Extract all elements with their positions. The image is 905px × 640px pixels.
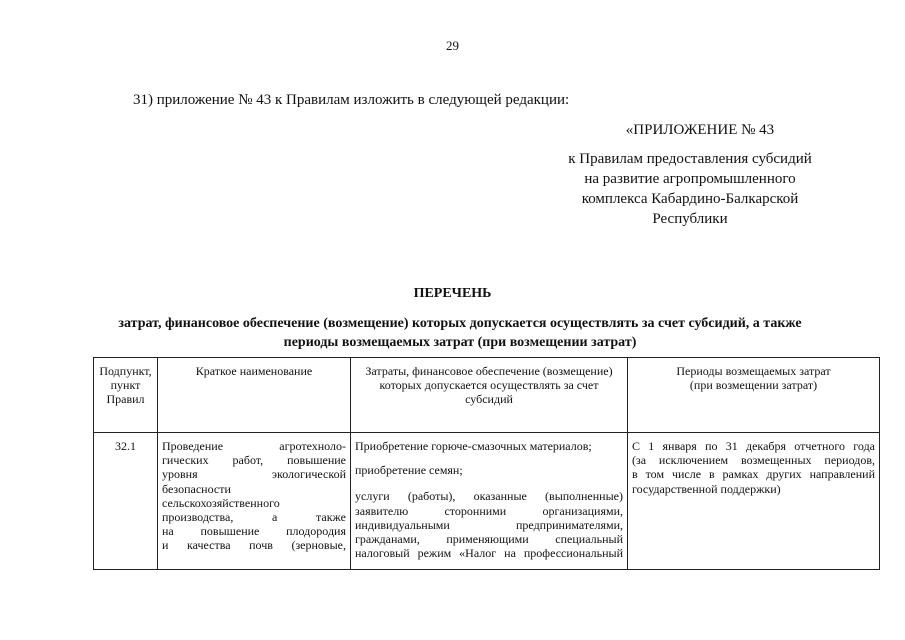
header-cell-periods: Периоды возмещаемых затрат (при возмещении затрат) xyxy=(628,358,880,433)
document-subtitle-line: периоды возмещаемых затрат (при возмещении затрат) xyxy=(283,335,637,350)
appendix-line: комплекса Кабардино-Балкарской xyxy=(581,191,799,207)
document-title: ПЕРЕЧЕНЬ xyxy=(413,286,492,301)
intro-paragraph: 31) приложение № 43 к Правилам изложить в следующей редакции: xyxy=(133,92,570,108)
header-cell-number: Подпункт, пункт Правил xyxy=(94,358,158,433)
header-cell-costs: Затраты, финансовое обеспечение (возмещение) которых допускается осуществлять за счет субсидий xyxy=(351,358,628,433)
appendix-title: «ПРИЛОЖЕНИЕ № 43 xyxy=(625,122,775,138)
table-header-row xyxy=(94,358,880,433)
page-number: 29 xyxy=(446,38,459,53)
row-number: 32.1 xyxy=(94,433,158,570)
appendix-line: к Правилам предоставления субсидий xyxy=(568,151,812,167)
document-subtitle xyxy=(80,314,840,352)
row-costs: Приобретение горюче-смазочных материалов; приобретение семян; услуги (работы), оказанные (выполненные) заявителю сторонними организациями, индивидуальными предпринимателями, гражданами, применяющими специальный налоговый режим «Налог на профессиональный xyxy=(351,433,628,570)
appendix-line: на развитие агропромышленного xyxy=(584,171,796,187)
header-cell-name: Краткое наименование xyxy=(158,358,351,433)
costs-table xyxy=(93,357,880,570)
row-periods: С 1 января по 31 декабря отчетного года (за исключением возмещенных периодов, в том числе в рамках других направлений государственной поддержки) xyxy=(628,433,880,570)
appendix-line: Республики xyxy=(652,211,728,227)
table-row xyxy=(94,433,880,570)
document-subtitle-line: затрат, финансовое обеспечение (возмещение) которых допускается осуществлять за счет субсидий, а также xyxy=(118,316,802,331)
appendix-reference xyxy=(560,120,820,229)
row-name: Проведение агротехноло- гических работ, повышение уровня экологической безопасности сельскохозяйственного производства, а также на повышение плодородия и качества почв (зерновые, xyxy=(158,433,351,570)
